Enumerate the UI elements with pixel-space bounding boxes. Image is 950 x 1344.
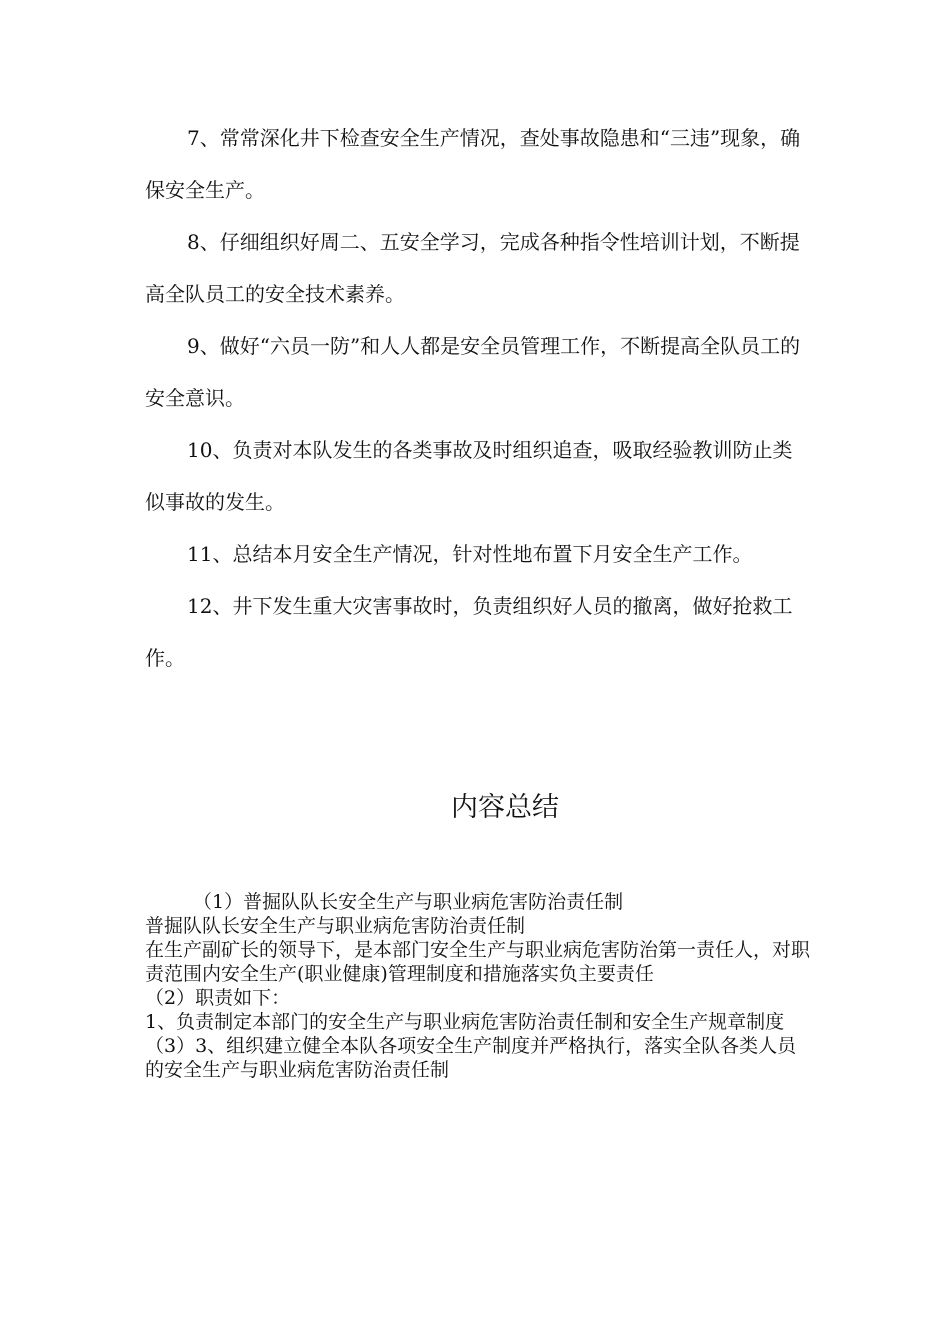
list-item: 10、负责对本队发生的各类事故及时组织追查，吸取经验教训防止类似事故的发生。 [145, 438, 793, 514]
summary-line: （3）3、组织建立健全本队各项安全生产制度并严格执行，落实全队各类人员的安全生产与职业病危害防治责任制 [145, 1035, 797, 1081]
summary-line: 普掘队队长安全生产与职业病危害防治责任制 [145, 915, 526, 937]
summary-line: 1、负责制定本部门的安全生产与职业病危害防治责任制和安全生产规章制度 [145, 1011, 785, 1033]
summary-line: 在生产副矿长的领导下，是本部门安全生产与职业病危害防治第一责任人，对职责范围内安全生产(职业健康)管理制度和措施落实负主要责任 [145, 939, 811, 985]
list-item: 11、总结本月安全生产情况，针对性地布置下月安全生产工作。 [187, 542, 753, 566]
summary-title: 内容总结 [451, 792, 559, 823]
list-item: 9、做好“六员一防”和人人都是安全员管理工作，不断提高全队员工的安全意识。 [145, 334, 801, 410]
responsibility-list [145, 112, 810, 684]
list-item: 12、井下发生重大灾害事故时，负责组织好人员的撤离，做好抢救工作。 [145, 594, 793, 670]
list-item: 7、常常深化井下检查安全生产情况，查处事故隐患和“三违”现象，确保安全生产。 [145, 126, 801, 202]
summary-section [145, 890, 810, 1082]
summary-line: （2）职责如下： [145, 987, 291, 1009]
summary-line: （1）普掘队队长安全生产与职业病危害防治责任制 [193, 891, 624, 913]
list-item: 8、仔细组织好周二、五安全学习，完成各种指令性培训计划，不断提高全队员工的安全技术素养。 [145, 230, 800, 306]
